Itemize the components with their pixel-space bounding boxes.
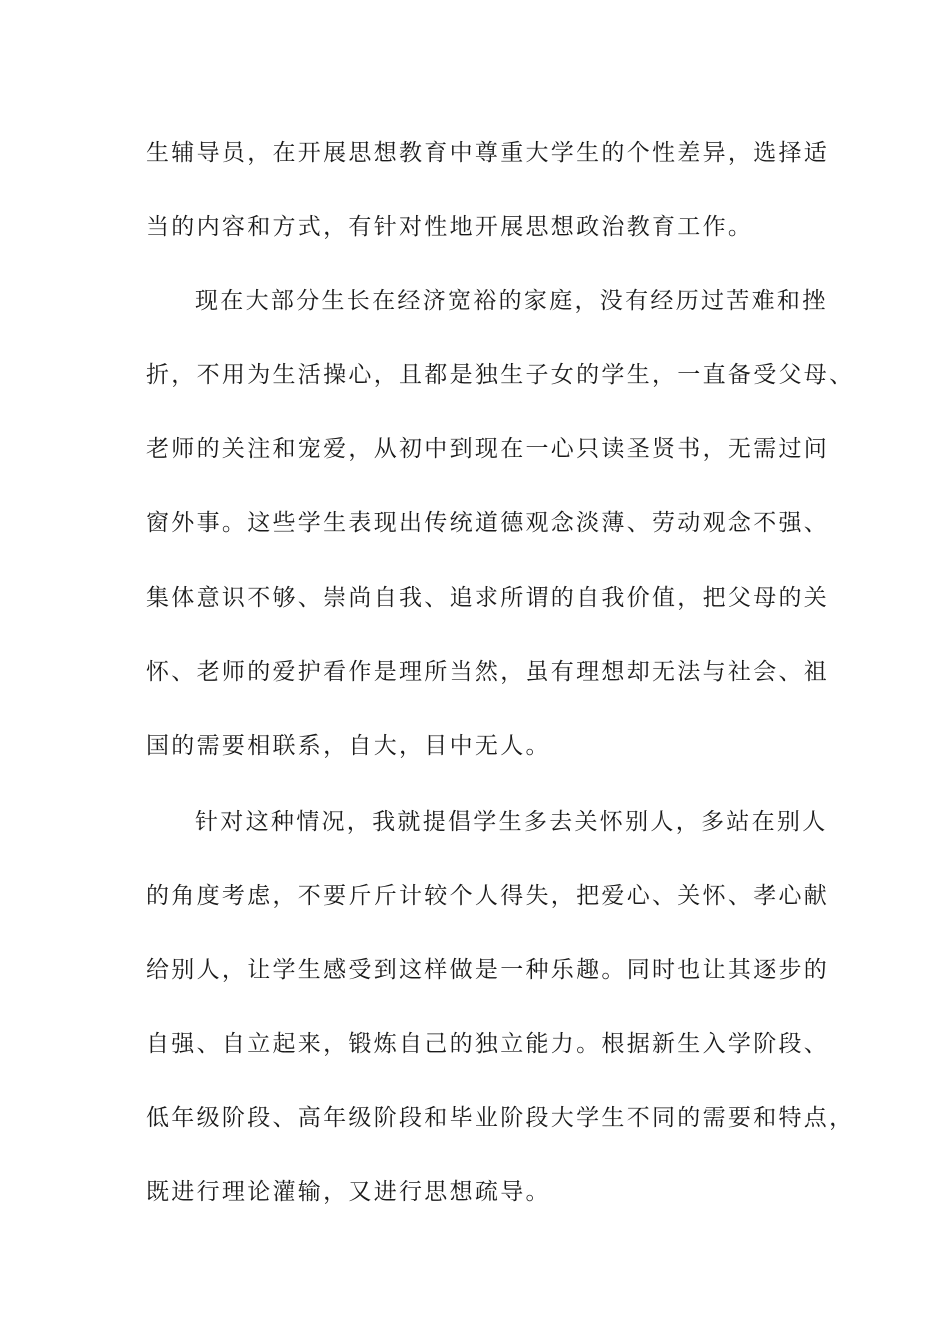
text-line: 折，不用为生活操心，且都是独生子女的学生，一直备受父母、 (146, 362, 855, 388)
text-line: 老师的关注和宠爱，从初中到现在一心只读圣贤书，无需过问 (146, 436, 830, 462)
text-line: 国的需要相联系，自大，目中无人。 (146, 733, 551, 759)
text-line: 既进行理论灌输，又进行思想疏导。 (146, 1179, 551, 1205)
text-line: 低年级阶段、高年级阶段和毕业阶段大学生不同的需要和特点， (146, 1105, 855, 1131)
text-line: 窗外事。这些学生表现出传统道德观念淡薄、劳动观念不强、 (146, 510, 830, 536)
text-line: 的角度考虑，不要斤斤计较个人得失，把爱心、关怀、孝心献 (146, 883, 830, 909)
text-line: 自强、自立起来，锻炼自己的独立能力。根据新生入学阶段、 (146, 1031, 830, 1057)
paragraph-start-line: 现在大部分生长在经济宽裕的家庭，没有经历过苦难和挫 (195, 288, 828, 314)
text-line: 当的内容和方式，有针对性地开展思想政治教育工作。 (146, 214, 754, 240)
paragraph-start-line: 针对这种情况，我就提倡学生多去关怀别人，多站在别人 (195, 809, 828, 835)
text-line: 集体意识不够、崇尚自我、追求所谓的自我价值，把父母的关 (146, 585, 830, 611)
text-line: 怀、老师的爱护看作是理所当然，虽有理想却无法与社会、祖 (146, 659, 830, 685)
text-line: 生辅导员，在开展思想教育中尊重大学生的个性差异，选择适 (146, 140, 830, 166)
text-line: 给别人，让学生感受到这样做是一种乐趣。同时也让其逐步的 (146, 957, 830, 983)
